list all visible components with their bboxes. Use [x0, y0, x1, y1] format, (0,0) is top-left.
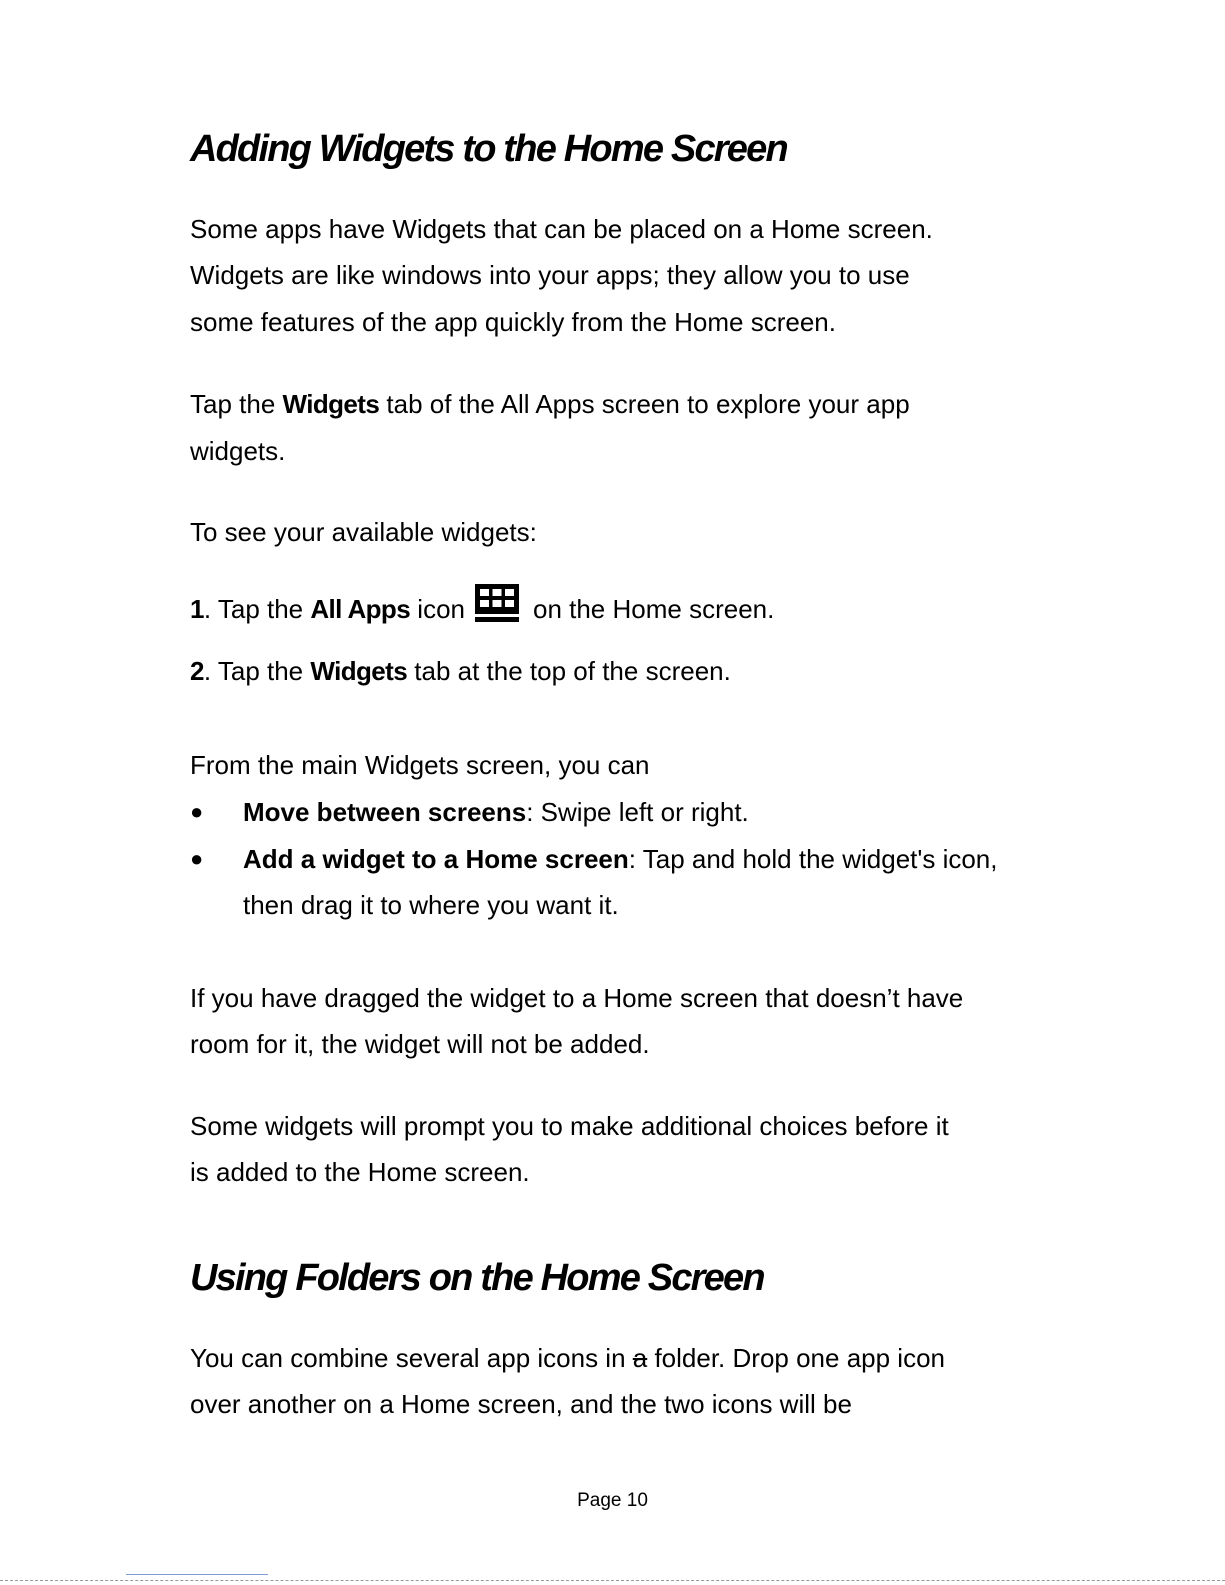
- intro-line-2: Widgets are like windows into your apps; they allow you to use: [190, 260, 910, 290]
- prompt-line-2: is added to the Home screen.: [190, 1157, 530, 1187]
- intro-line-1: Some apps have Widgets that can be placed on a Home screen.: [190, 214, 933, 244]
- no-room-line-2: room for it, the widget will not be added.: [190, 1029, 650, 1059]
- tap-widgets-line-2: widgets.: [190, 436, 286, 466]
- bullet-dot: ●: [190, 846, 204, 871]
- folders-line-2: over another on a Home screen, and the two icons will be: [190, 1389, 852, 1419]
- section-heading-using-folders: Using Folders on the Home Screen: [190, 1257, 764, 1299]
- prompt-line-1: Some widgets will prompt you to make additional choices before it: [190, 1111, 949, 1141]
- widgets-bold: Widgets: [282, 389, 380, 419]
- intro-line-3: some features of the app quickly from the Home screen.: [190, 307, 836, 337]
- folders-line-1: You can combine several app icons in a folder. Drop one app icon: [190, 1343, 945, 1373]
- step-2: 2. Tap the Widgets tab at the top of the screen.: [190, 656, 731, 686]
- document-page: Adding Widgets to the Home Screen Some apps have Widgets that can be placed on a Home screen. Widgets are like windows into your apps; they allow you to use some features of the app quickly from the Home screen. Tap the Widgets tab of the All Apps screen to explore your app widgets. To see your available widgets: 1. Tap the All Apps icon on the Home screen. 2. Tap the Widgets tab at the top of the screen. From the main Widgets screen, you can ● Move between screens: Swipe left or right. ● Add a widget to a Home screen: Tap and hold the widget's icon, then drag it to where you want it. If you have dragged the widget to a Home screen that doesn’t have room for it, the widget will not be added. Some widgets will prompt you to make additional choices before it is added to the Home screen. Using Folders on the Home Screen You can combine several app icons in a folder. Drop one app icon over another on a Home screen, and the two icons will be Page 10: [0, 0, 1225, 1585]
- tap-widgets-line-1: Tap the Widgets tab of the All Apps screen to explore your app: [190, 389, 910, 419]
- page-break-rule: [0, 1580, 1225, 1581]
- bullet-add-widget-line-2: then drag it to where you want it.: [243, 890, 619, 920]
- page-number: Page 10: [577, 1490, 648, 1511]
- no-room-line-1: If you have dragged the widget to a Home screen that doesn’t have: [190, 983, 964, 1013]
- section-heading-adding-widgets: Adding Widgets to the Home Screen: [190, 128, 787, 170]
- step-1: 1. Tap the All Apps icon on the Home screen.: [190, 584, 774, 633]
- footnote-separator: [126, 1574, 268, 1575]
- grid-apps-icon: [475, 584, 519, 622]
- bullet-dot: ●: [190, 799, 204, 824]
- from-main-widgets: From the main Widgets screen, you can: [190, 750, 650, 780]
- see-available-widgets: To see your available widgets:: [190, 517, 537, 547]
